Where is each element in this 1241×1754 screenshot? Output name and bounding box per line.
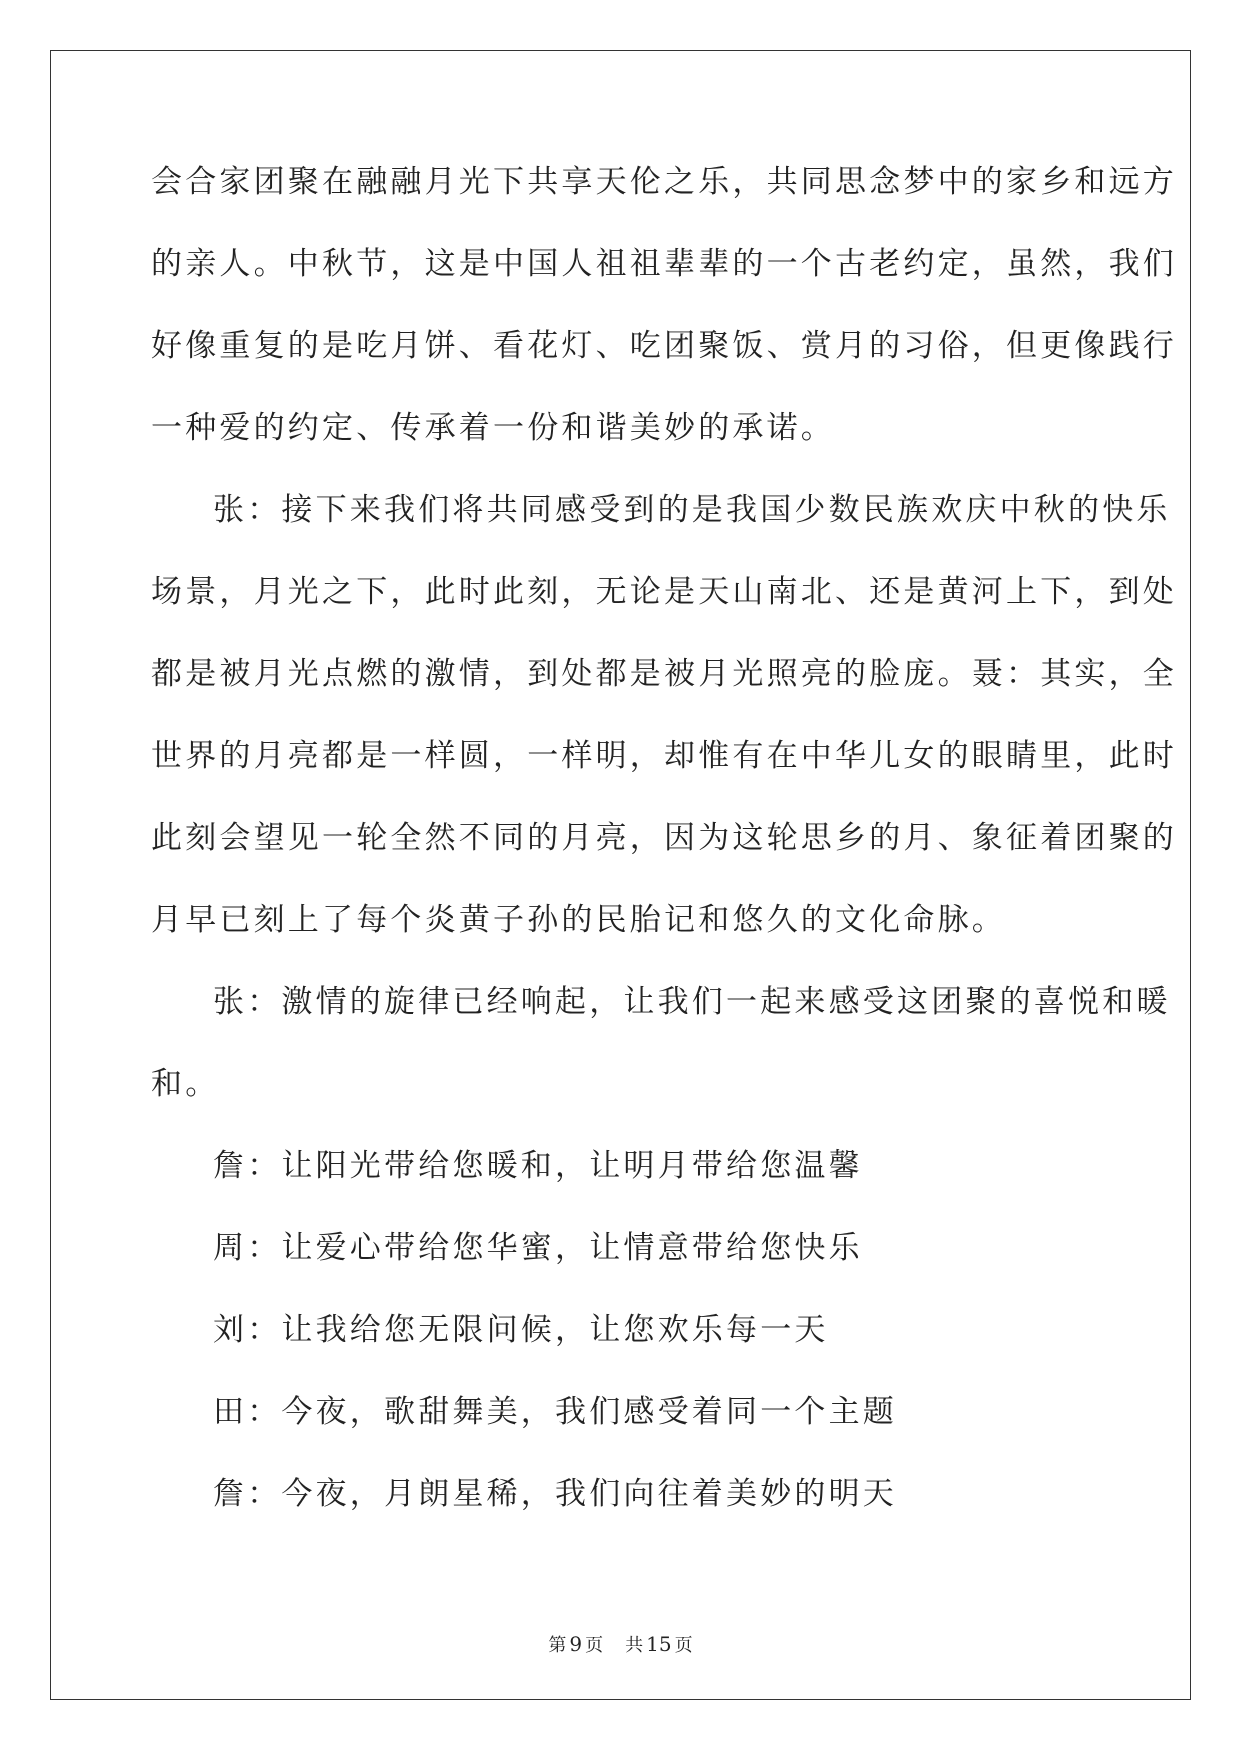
text-line: 张：接下来我们将共同感受到的是我国少数民族欢庆中秋的快乐 [213,492,1171,528]
text-line: 周：让爱心带给您华蜜，让情意带给您快乐 [213,1230,863,1266]
text-line: 月早已刻上了每个炎黄子孙的民胎记和悠久的文化命脉。 [151,902,1006,938]
total-suffix: 页 [674,1635,693,1656]
text-line: 此刻会望见一轮全然不同的月亮，因为这轮思乡的月、象征着团聚的 [151,820,1177,856]
page-number: 9 [569,1632,583,1656]
text-line: 都是被月光点燃的激情，到处都是被月光照亮的脸庞。聂：其实，全 [151,656,1177,692]
text-line: 田：今夜，歌甜舞美，我们感受着同一个主题 [213,1394,897,1430]
page-prefix: 第 [548,1635,567,1656]
document-body [151,160,1177,1554]
text-line: 刘：让我给您无限问候，让您欢乐每一天 [213,1312,829,1348]
total-prefix: 共 [625,1635,644,1656]
text-line: 会合家团聚在融融月光下共享天伦之乐，共同思念梦中的家乡和远方 [151,164,1177,200]
text-line: 一种爱的约定、传承着一份和谐美妙的承诺。 [151,410,835,446]
text-line: 詹：让阳光带给您暖和，让明月带给您温馨 [213,1148,863,1184]
text-line: 和。 [151,1066,220,1102]
text-line: 场景，月光之下，此时此刻，无论是天山南北、还是黄河上下，到处 [151,574,1177,610]
text-line: 世界的月亮都是一样圆，一样明，却惟有在中华儿女的眼睛里，此时 [151,738,1177,774]
total-pages: 15 [646,1632,672,1656]
page-footer [0,1632,1241,1658]
text-line: 张：激情的旋律已经响起，让我们一起来感受这团聚的喜悦和暖 [213,984,1171,1020]
text-line: 詹：今夜，月朗星稀，我们向往着美妙的明天 [213,1476,897,1512]
text-line: 好像重复的是吃月饼、看花灯、吃团聚饭、赏月的习俗，但更像践行 [151,328,1177,364]
page-suffix: 页 [585,1635,604,1656]
text-line: 的亲人。中秋节，这是中国人祖祖辈辈的一个古老约定，虽然，我们 [151,246,1177,282]
